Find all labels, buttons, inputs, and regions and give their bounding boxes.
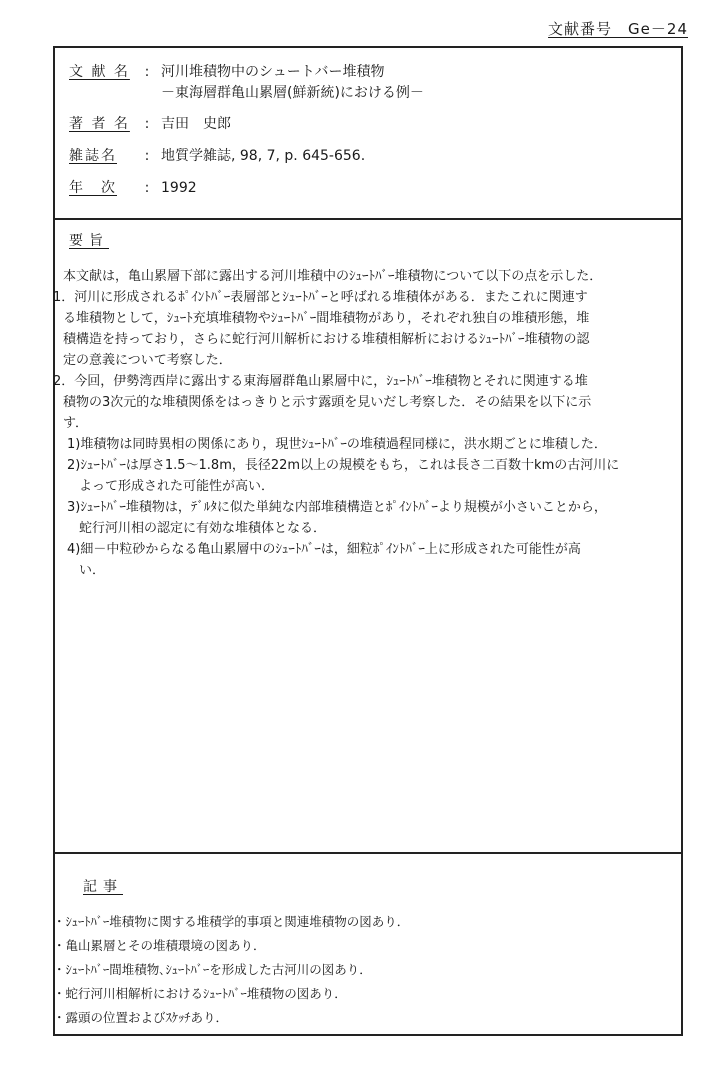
author-value: 吉田 史郎 <box>161 116 231 132</box>
summary-item-1-line-4: 定の意義について考察した． <box>63 353 232 368</box>
summary-item-2-line-2: 積物の3次元的な堆積関係をはっきりと示す露頭を見いだし考察した．その結果を以下に示 <box>63 395 592 410</box>
summary-item-1-line-2: る堆積物として，ｼｭｰﾄ充填堆積物やｼｭｰﾄﾊﾞｰ間堆積物があり，それぞれ独自の堆積形態，堆 <box>63 311 590 326</box>
list-item: ・蛇行河川相解析におけるｼｭｰﾄﾊﾞｰ堆積物の図あり． <box>53 986 347 1001</box>
journal-row <box>69 146 661 167</box>
list-item: ・露頭の位置およびｽｹｯﾁあり． <box>53 1010 229 1025</box>
author-label: 著 者 名 <box>69 116 130 132</box>
year-value: 1992 <box>161 180 197 196</box>
journal-label: 雑誌名 <box>69 148 117 164</box>
colon: : <box>144 180 150 196</box>
author-row <box>69 114 661 135</box>
summary-item-1-line-3: 積構造を持っており，さらに蛇行河川解析における堆積相解析におけるｼｭｰﾄﾊﾞｰ堆積物の認 <box>63 332 590 347</box>
journal-value: 地質学雑誌, 98, 7, p. 645-656. <box>161 148 366 164</box>
summary-subitem-1: 1)堆積物は同時異相の関係にあり，現世ｼｭｰﾄﾊﾞｰの堆積過程同様に，洪水期ごとに堆積した． <box>67 437 607 452</box>
title-line-2: －東海層群亀山累層(鮮新統)における例－ <box>161 85 424 101</box>
summary-item-2-line-1: 2．今回，伊勢湾西岸に露出する東海層群亀山累層中に，ｼｭｰﾄﾊﾞｰ堆積物とそれに関連する堆 <box>53 374 588 389</box>
summary-title: 要旨 <box>69 233 109 249</box>
title-value <box>161 62 661 104</box>
summary-item-2-line-3: す． <box>63 416 88 431</box>
notes-list <box>53 910 409 1030</box>
notes-section <box>55 852 681 1038</box>
document-number: 文献番号 Ge－24 <box>548 20 688 38</box>
bibliography-header <box>55 48 681 220</box>
summary-subitem-2-line-1: 2)ｼｭｰﾄﾊﾞｰは厚さ1.5～1.8m，長径22m以上の規模をもち，これは長さ二百数十kmの古河川に <box>67 458 620 473</box>
list-item: ・ｼｭｰﾄﾊﾞｰ堆積物に関する堆積学的事項と関連堆積物の図あり． <box>53 914 410 929</box>
title-label: 文 献 名 <box>69 64 130 80</box>
year-label: 年 次 <box>69 180 117 196</box>
title-row <box>69 62 661 104</box>
list-item: ・ｼｭｰﾄﾊﾞｰ間堆積物､ｼｭｰﾄﾊﾞｰを形成した古河川の図あり． <box>53 962 372 977</box>
year-row <box>69 178 661 199</box>
summary-intro: 本文献は，亀山累層下部に露出する河川堆積中のｼｭｰﾄﾊﾞｰ堆積物について以下の点を示した． <box>63 269 603 284</box>
notes-title: 記事 <box>83 879 123 895</box>
summary-subitem-4-line-2: い． <box>79 563 106 578</box>
summary-item-1-line-1: 1．河川に形成されるﾎﾟｲﾝﾄﾊﾞｰ表層部とｼｭｰﾄﾊﾞｰと呼ばれる堆積体がある．またこれに関連す <box>53 290 588 305</box>
summary-subitem-4-line-1: 4)細－中粒砂からなる亀山累層中のｼｭｰﾄﾊﾞｰは，細粒ﾎﾟｲﾝﾄﾊﾞｰ上に形成された可能性が高 <box>67 542 581 557</box>
colon: : <box>144 116 150 132</box>
colon: : <box>144 64 150 80</box>
summary-subitem-3-line-1: 3)ｼｭｰﾄﾊﾞｰ堆積物は，ﾃﾞﾙﾀに似た単純な内部堆積構造とﾎﾟｲﾝﾄﾊﾞｰより規模が小さいことから， <box>67 500 607 515</box>
summary-section <box>55 220 681 850</box>
document-frame <box>53 46 683 1036</box>
title-line-1: 河川堆積物中のシュートバー堆積物 <box>161 64 385 80</box>
summary-body <box>53 266 677 581</box>
list-item: ・亀山累層とその堆積環境の図あり． <box>53 938 266 953</box>
colon: : <box>144 148 150 164</box>
summary-subitem-2-line-2: よって形成された可能性が高い． <box>79 479 275 494</box>
summary-subitem-3-line-2: 蛇行河川相の認定に有効な堆積体となる． <box>79 521 327 536</box>
